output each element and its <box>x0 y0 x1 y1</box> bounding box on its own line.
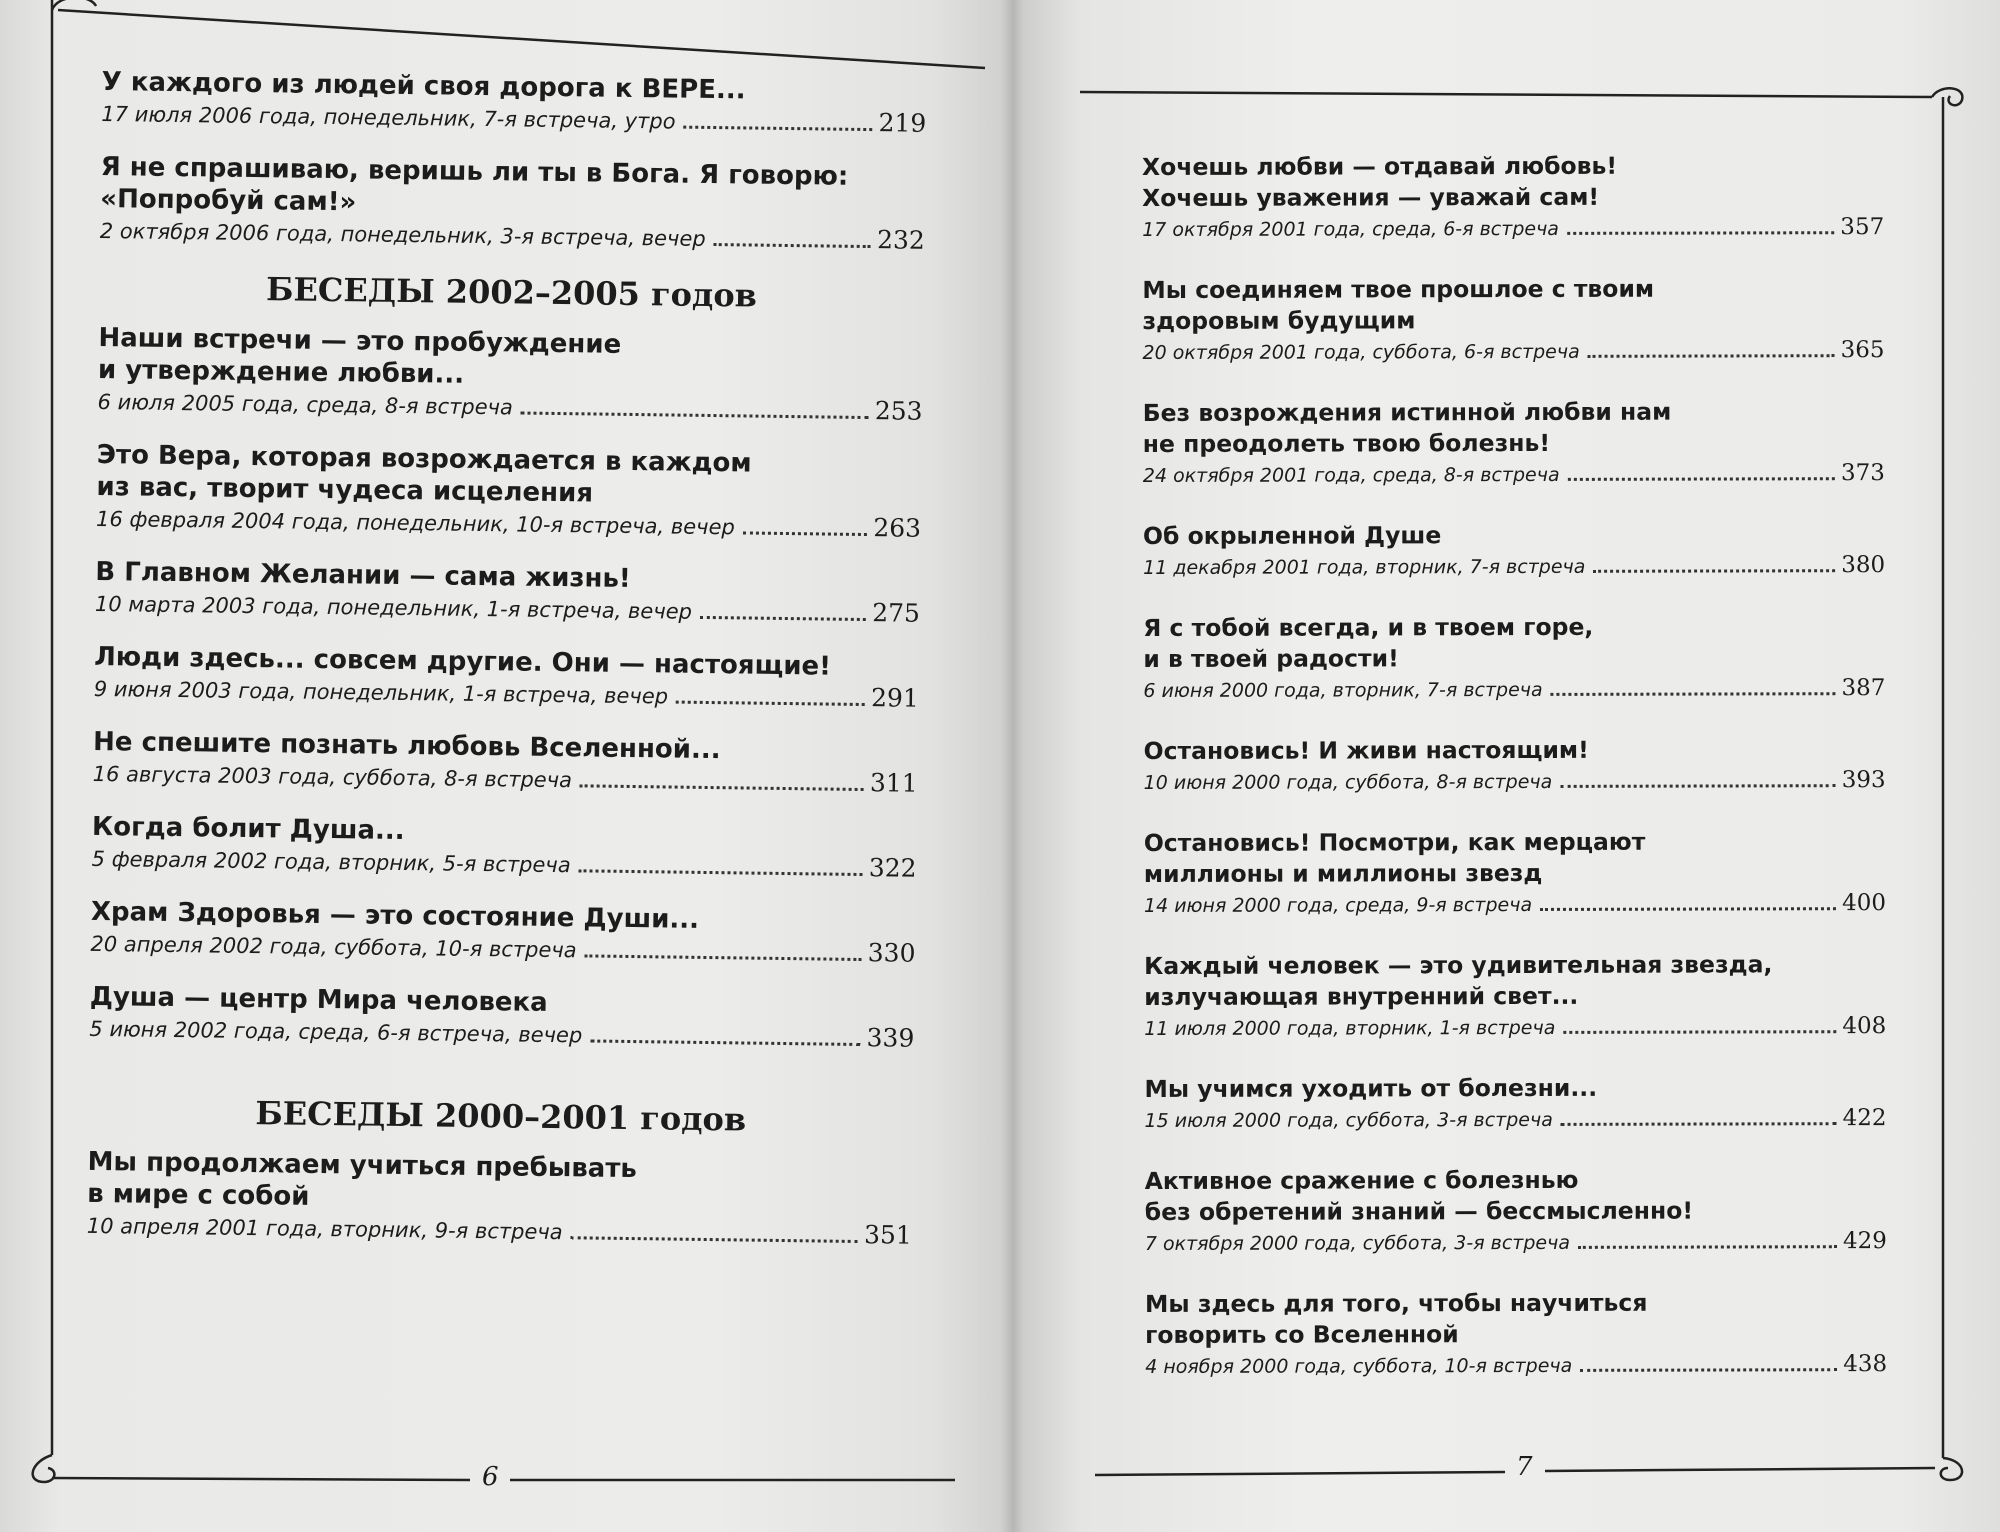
leader-dots <box>1551 691 1836 696</box>
entry-title <box>1143 519 1885 552</box>
entry-page-number: 400 <box>1842 890 1887 917</box>
toc-entry[interactable] <box>1144 1072 1886 1136</box>
entry-date: 20 октября 2001 года, суббота, 6-я встреча <box>1142 340 1580 364</box>
right-top-flourish <box>1932 88 1962 105</box>
toc-entry[interactable] <box>94 641 920 715</box>
toc-entry[interactable] <box>96 439 922 545</box>
entry-title <box>100 151 926 226</box>
leader-dots <box>676 700 865 706</box>
entry-date: 20 апреля 2002 года, суббота, 10-я встреча <box>90 931 577 963</box>
entry-meta <box>1145 1226 1887 1259</box>
toc-entry[interactable] <box>91 811 917 885</box>
right-page-number: 7 <box>1516 1452 1533 1482</box>
entry-title-line: из вас, творит чудеса исцеления <box>96 471 594 509</box>
entry-title-line: Остановись! Посмотри, как мерцают <box>1143 827 1646 857</box>
entry-meta <box>1144 1011 1886 1044</box>
entry-page-number: 422 <box>1842 1105 1887 1132</box>
entry-date: 9 июня 2003 года, понедельник, 1-я встреча, вечер <box>93 676 669 709</box>
entry-title <box>1144 1072 1886 1105</box>
entry-page-number: 429 <box>1842 1228 1887 1255</box>
leader-dots <box>683 125 872 131</box>
entry-page-number: 357 <box>1840 214 1885 241</box>
entry-meta <box>1143 458 1885 491</box>
entry-page-number: 438 <box>1843 1351 1888 1378</box>
entry-title <box>1142 273 1884 337</box>
entry-page-number: 380 <box>1841 552 1886 579</box>
leader-dots <box>1568 476 1835 481</box>
right-bottom-rule-a <box>1095 1472 1505 1475</box>
entry-title <box>96 439 922 514</box>
leader-dots <box>1593 568 1835 573</box>
entry-title-line: Мы соединяем твое прошлое с твоим <box>1142 274 1655 304</box>
entry-title-line: Не спешите познать любовь Вселенной... <box>92 726 721 766</box>
entry-title-line: здоровым будущим <box>1142 306 1416 335</box>
right-bottom-flourish <box>1941 1458 1962 1480</box>
right-bottom-rule-b <box>1545 1468 1935 1471</box>
entry-title-line: не преодолеть твою болезнь! <box>1142 428 1551 458</box>
entry-meta <box>1142 212 1884 245</box>
entry-title <box>1142 150 1884 214</box>
left-top-flourish <box>52 0 96 10</box>
entry-title-line: Об окрыленной Душе <box>1142 521 1442 550</box>
entry-title-line: Каждый человек — это удивительная звезда, <box>1144 950 1773 980</box>
entry-date: 14 июня 2000 года, среда, 9-я встреча <box>1143 893 1533 917</box>
entry-title <box>1144 826 1886 890</box>
right-top-rule <box>1080 92 1932 97</box>
entry-title-line: Наши встречи — это пробуждение <box>98 322 622 360</box>
entry-title <box>98 322 924 397</box>
leader-dots <box>571 1235 858 1243</box>
toc-entry[interactable] <box>89 981 915 1055</box>
entry-title <box>1145 1287 1887 1351</box>
toc-entry[interactable] <box>1143 519 1885 583</box>
entry-title-line: и в твоей радости! <box>1143 644 1399 673</box>
entry-title-line: У каждого из людей своя дорога к ВЕРЕ... <box>101 66 746 106</box>
entry-page-number: 365 <box>1840 337 1885 364</box>
toc-entry[interactable] <box>93 726 919 800</box>
entry-title-line: Мы здесь для того, чтобы научиться <box>1144 1288 1648 1318</box>
entry-title-line: Хочешь любви — отдавай любовь! <box>1142 151 1618 181</box>
toc-entry[interactable] <box>1144 826 1886 921</box>
leader-dots <box>714 242 871 248</box>
entry-title-line: В Главном Желании — сама жизнь! <box>95 556 631 594</box>
leader-dots <box>1563 1029 1836 1034</box>
entry-page-number: 291 <box>870 683 919 713</box>
toc-entry[interactable] <box>1143 611 1885 706</box>
entry-title-line: миллионы и миллионы звезд <box>1143 858 1543 888</box>
entry-page-number: 232 <box>876 225 925 255</box>
leader-dots <box>1578 1244 1837 1249</box>
entry-title-line: Без возрождения истинной любви нам <box>1142 397 1672 427</box>
entry-page-number: 263 <box>873 513 922 543</box>
toc-entry[interactable] <box>100 151 926 257</box>
leader-dots <box>521 411 869 420</box>
entry-title-line: излучающая внутренний свет... <box>1144 981 1579 1011</box>
entry-title-line: Остановись! И живи настоящим! <box>1143 735 1589 765</box>
entry-page-number: 408 <box>1842 1013 1887 1040</box>
entry-meta <box>1143 550 1885 583</box>
leader-dots <box>1567 230 1834 235</box>
entry-meta <box>1145 1349 1887 1382</box>
entry-page-number: 387 <box>1841 675 1886 702</box>
entry-title-line: Люди здесь... совсем другие. Они — настоящие! <box>94 641 832 682</box>
section-heading-2002-2005: БЕСЕДЫ 2002–2005 годов <box>265 270 758 315</box>
entry-title-line: в мире с собой <box>87 1178 310 1212</box>
entry-title <box>1143 611 1885 675</box>
entry-meta <box>1143 673 1885 706</box>
entry-title-line: Хочешь уважения — уважай сам! <box>1142 182 1600 212</box>
section-heading-2000-2001: БЕСЕДЫ 2000–2001 годов <box>255 1094 747 1139</box>
entry-meta <box>1142 335 1884 368</box>
leader-dots <box>579 868 863 876</box>
left-bottom-flourish <box>33 1455 55 1482</box>
entry-page-number: 253 <box>874 396 923 426</box>
entry-page-number: 311 <box>869 768 918 798</box>
entry-date: 11 декабря 2001 года, вторник, 7-я встреча <box>1143 555 1586 579</box>
entry-date: 4 ноября 2000 года, суббота, 10-я встреча <box>1145 1354 1573 1378</box>
entry-title-line: Мы продолжаем учиться пребывать <box>87 1146 638 1185</box>
entry-title-line: Это Вера, которая возрождается в каждом <box>96 439 752 479</box>
entry-date: 7 октября 2000 года, суббота, 3-я встреча <box>1144 1231 1571 1255</box>
entry-title-line: Активное сражение с болезнью <box>1144 1165 1579 1195</box>
entry-page-number: 351 <box>863 1220 912 1250</box>
entry-title <box>1145 1164 1887 1228</box>
entry-page-number: 330 <box>867 938 916 968</box>
entry-title <box>87 1146 913 1221</box>
entry-date: 16 февраля 2004 года, понедельник, 10-я встреча, вечер <box>95 506 735 540</box>
entry-page-number: 322 <box>868 853 917 883</box>
entry-date: 16 августа 2003 года, суббота, 8-я встреча <box>92 761 573 793</box>
toc-entry[interactable] <box>87 1146 913 1252</box>
leader-dots <box>1540 906 1836 911</box>
entry-title-line: Храм Здоровья — это состояние Души... <box>90 896 700 935</box>
entry-title-line: и утверждение любви... <box>97 354 465 390</box>
toc-entry[interactable] <box>101 66 927 140</box>
leader-dots <box>700 615 866 621</box>
entry-title-line: без обретений знаний — бессмысленно! <box>1144 1196 1694 1226</box>
toc-entry[interactable] <box>90 896 916 970</box>
toc-entry[interactable] <box>1145 1287 1887 1382</box>
entry-title-line: Когда болит Душа... <box>91 811 405 847</box>
entry-date: 5 июня 2002 года, среда, 6-я встреча, вечер <box>89 1016 583 1048</box>
entry-date: 6 июня 2000 года, вторник, 7-я встреча <box>1143 678 1543 702</box>
toc-entry[interactable] <box>95 556 921 630</box>
entry-meta <box>1144 765 1886 798</box>
entry-date: 17 октября 2001 года, среда, 6-я встреча <box>1142 217 1559 241</box>
entry-date: 10 марта 2003 года, понедельник, 1-я встреча, вечер <box>94 591 693 624</box>
toc-entry[interactable] <box>1142 150 1884 245</box>
entry-page-number: 393 <box>1841 767 1886 794</box>
entry-date: 5 февраля 2002 года, вторник, 5-я встреча <box>91 846 571 878</box>
entry-date: 10 июня 2000 года, суббота, 8-я встреча <box>1143 770 1553 794</box>
right-toc <box>1142 150 1887 1412</box>
left-toc <box>86 66 927 1274</box>
entry-title-line: Душа — центр Мира человека <box>89 981 548 1018</box>
leader-dots <box>580 783 864 791</box>
entry-title-line: говорить со Вселенной <box>1145 1320 1459 1349</box>
leader-dots <box>1561 1121 1837 1126</box>
left-page-number: 6 <box>482 1462 499 1492</box>
toc-entry[interactable] <box>1144 949 1886 1044</box>
toc-entry[interactable] <box>1143 396 1885 491</box>
entry-page-number: 219 <box>878 108 927 138</box>
entry-page-number: 339 <box>866 1023 915 1053</box>
entry-date: 10 апреля 2001 года, вторник, 9-я встреча <box>86 1213 563 1245</box>
entry-title-line: Мы учимся уходить от болезни... <box>1144 1073 1598 1103</box>
entry-title <box>1143 396 1885 460</box>
leader-dots <box>1560 783 1836 788</box>
entry-meta <box>1144 1103 1886 1136</box>
entry-title-line: «Попробуй сам!» <box>100 183 357 218</box>
entry-date: 24 октября 2001 года, среда, 8-я встреча <box>1142 463 1560 487</box>
leader-dots <box>743 530 868 536</box>
toc-entry[interactable] <box>1145 1164 1887 1259</box>
leader-dots <box>1588 353 1835 358</box>
entry-date: 15 июля 2000 года, суббота, 3-я встреча <box>1144 1108 1553 1132</box>
left-top-rule <box>58 10 985 68</box>
toc-entry[interactable] <box>1142 273 1884 368</box>
entry-title-line: Я не спрашиваю, веришь ли ты в Бога. Я говорю: <box>100 151 849 192</box>
entry-date: 6 июля 2005 года, среда, 8-я встреча <box>97 389 514 420</box>
entry-date: 11 июля 2000 года, вторник, 1-я встреча <box>1144 1016 1556 1040</box>
left-bottom-rule-a <box>52 1478 470 1480</box>
entry-title <box>1144 949 1886 1013</box>
toc-entry[interactable] <box>1144 734 1886 798</box>
toc-entry[interactable] <box>97 322 923 428</box>
entry-date: 2 октября 2006 года, понедельник, 3-я встреча, вечер <box>99 218 706 251</box>
leader-dots <box>585 953 862 961</box>
entry-title <box>1144 734 1886 767</box>
entry-title-line: Я с тобой всегда, и в твоем горе, <box>1143 612 1594 642</box>
leader-dots <box>1580 1367 1837 1372</box>
entry-meta <box>1144 888 1886 921</box>
entry-date: 17 июля 2006 года, понедельник, 7-я встреча, утро <box>101 101 676 134</box>
leader-dots <box>590 1038 860 1046</box>
entry-page-number: 275 <box>872 598 921 628</box>
entry-page-number: 373 <box>1840 460 1885 487</box>
